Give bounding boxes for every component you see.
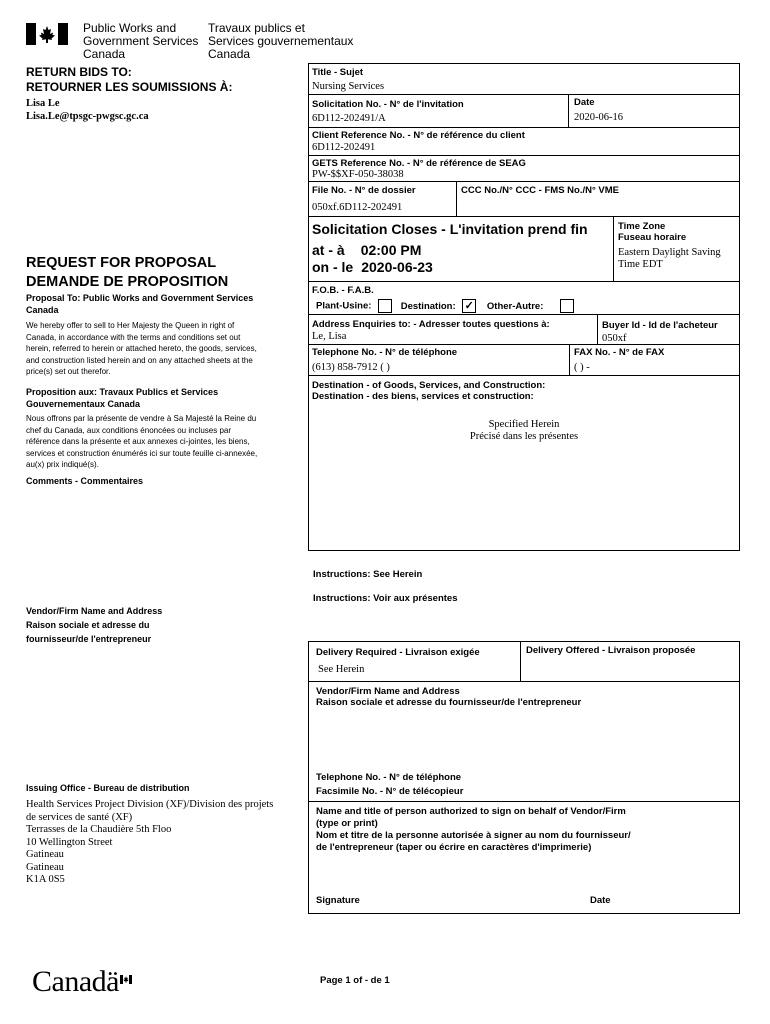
issuing-office-label: Issuing Office - Bureau de distribution: [26, 783, 190, 793]
title-value: Nursing Services: [312, 81, 385, 92]
issuing-office-address: [26, 799, 306, 887]
vendor-left-line: Vendor/Firm Name and Address: [26, 606, 163, 616]
file-value: 050xf.6D112-202491: [312, 202, 403, 213]
signature-date-label: Date: [590, 895, 611, 906]
auth-line: Nom et titre de la personne autorisée à signer au nom du fournisseur/: [316, 830, 631, 841]
divider: [308, 375, 740, 376]
address-line: Health Services Project Division (XF)/Division des projets: [26, 799, 274, 810]
authorized-person-input[interactable]: [312, 858, 736, 892]
divider: [597, 314, 598, 344]
dest-label-line: Destination - of Goods, Services, and Construction:: [312, 380, 546, 391]
tz-label-line: Time Zone: [618, 221, 666, 232]
divider: [308, 801, 740, 802]
phone-value: (613) 858-7912 ( ): [312, 362, 390, 373]
destination-goods-label: [312, 380, 545, 402]
plant-checkbox[interactable]: [378, 299, 392, 313]
buyer-value: 050xf: [602, 333, 627, 344]
solicitation-value: 6D112-202491/A: [312, 113, 386, 124]
divider: [308, 94, 740, 95]
date-label: Date: [574, 97, 595, 108]
client-ref-label: Client Reference No. - N° de référence du client: [312, 130, 525, 141]
on-label: on - le: [312, 259, 354, 275]
org-en-line: Public Works and: [83, 21, 177, 35]
tz-label-line: Fuseau horaire: [618, 232, 687, 243]
divider: [308, 181, 740, 182]
check-icon: ✓: [464, 300, 474, 312]
vendor-tel-label: Telephone No. - N° de téléphone: [316, 772, 462, 783]
dest-value-line: Specified Herein: [488, 419, 560, 430]
instructions-en: Instructions: See Herein: [313, 569, 423, 580]
closes-label: Solicitation Closes - L'invitation prend fin: [312, 221, 588, 237]
canada-wordmark: Canadä: [32, 965, 119, 998]
other-checkbox[interactable]: [560, 299, 574, 313]
fax-label: FAX No. - N° de FAX: [574, 347, 665, 358]
proposal-to-label: Proposal To: Public Works and Government Services Canada: [26, 293, 254, 315]
tz-value: [618, 247, 721, 271]
divider: [569, 344, 570, 375]
divider: [520, 641, 521, 681]
destination-goods-value: [308, 419, 740, 443]
solicitation-label: Solicitation No. - N° de l'invitation: [312, 99, 464, 110]
closes-time: [312, 242, 421, 258]
vendor-left-label: [26, 604, 162, 646]
vendor-left-line: Raison sociale et adresse du: [26, 620, 150, 630]
org-name-fr: [208, 22, 353, 61]
fob-options: [316, 299, 574, 313]
fob-label: F.O.B. - F.A.B.: [312, 285, 374, 296]
vendor-left-line: fournisseur/de l'entrepreneur: [26, 634, 152, 644]
divider: [308, 281, 740, 282]
dest-label-line: Destination - des biens, services et construction:: [312, 391, 534, 402]
auth-line: (type or print): [316, 818, 378, 829]
gets-label: GETS Reference No. - N° de référence de SEAG: [312, 158, 526, 169]
address-line: K1A 0S5: [26, 874, 65, 885]
client-ref-value: 6D112-202491: [312, 142, 376, 153]
org-name-en: [83, 22, 198, 61]
contact-name: Lisa Le: [26, 98, 60, 109]
divider: [308, 314, 740, 315]
delivery-required-value: See Herein: [318, 664, 365, 675]
vendor-firm-line: Vendor/Firm Name and Address: [316, 686, 460, 697]
address-line: 10 Wellington Street: [26, 836, 113, 848]
rfp-title: [26, 254, 228, 292]
tz-label: [618, 221, 686, 243]
address-line: Gatineau: [26, 849, 64, 860]
org-en-line: Government Services: [83, 34, 199, 48]
return-bids-fr: RETOURNER LES SOUMISSIONS À:: [26, 80, 233, 94]
divider: [613, 216, 614, 281]
return-bids-label: [26, 65, 232, 95]
dest-value-line: Précisé dans les présentes: [469, 431, 579, 442]
address-line: Terrasses de la Chaudière 5th Floo: [26, 824, 172, 835]
title-label: Title - Sujet: [312, 67, 364, 78]
delivery-required-label: Delivery Required - Livraison exigée: [316, 647, 480, 658]
signature-label: Signature: [316, 895, 360, 906]
address-enquiries-value: Le, Lisa: [312, 331, 347, 342]
at-label: at - à: [312, 242, 345, 258]
address-enquiries-label: Address Enquiries to: - Adresser toutes questions à:: [312, 319, 550, 330]
on-value: 2020-06-23: [361, 259, 433, 275]
tz-value-line: Time EDT: [618, 259, 663, 270]
file-label: File No. - N° de dossier: [312, 185, 416, 196]
vendor-fax-label: Facsimile No. - N° de télécopieur: [316, 786, 464, 797]
divider: [568, 94, 569, 127]
phone-label: Telephone No. - N° de téléphone: [312, 347, 458, 358]
org-fr-line: Canada: [208, 47, 251, 61]
closes-date: [312, 259, 433, 275]
fax-value: ( ) -: [574, 362, 590, 373]
wordmark-flag-icon: [120, 971, 132, 989]
auth-line: Name and title of person authorized to sign on behalf of Vendor/Firm: [316, 806, 626, 817]
vendor-firm-line: Raison sociale et adresse du fournisseur/de l'entrepreneur: [316, 697, 582, 708]
comments-label: Comments - Commentaires: [26, 476, 144, 486]
vendor-contact-label: [316, 771, 463, 799]
canada-flag-logo: [26, 23, 68, 45]
divider: [456, 181, 457, 216]
offer-text-fr: Nous offrons par la présente de vendre à Sa Majesté la Reine du chef du Canada, aux conditions énoncées ou incluses par référence dans la présente et aux annexes ci-jointes, les biens, services et construction énumérés ici sur toute feuille ci-annexée, au(x) prix indiqué(s).: [26, 414, 258, 470]
gets-value: PW-$$XF-050-38038: [312, 169, 404, 180]
destination-label: Destination:: [400, 300, 456, 312]
at-value: 02:00 PM: [360, 242, 422, 258]
buyer-label: Buyer Id - Id de l'acheteur: [602, 320, 718, 331]
return-bids-contact: [26, 97, 149, 123]
vendor-firm-label: [316, 686, 581, 708]
vendor-firm-input[interactable]: [312, 712, 736, 770]
org-fr-line: Services gouvernementaux: [208, 34, 354, 48]
destination-checkbox[interactable]: [462, 299, 476, 313]
divider: [308, 344, 740, 345]
instructions-fr: Instructions: Voir aux présentes: [313, 593, 458, 604]
offer-text-en: We hereby offer to sell to Her Majesty the Queen in right of Canada, in accordance with the terms and conditions set out herein, referred to herein or attached hereto, the goods, services, and construction listed herein and on any attached sheets at the price(s) set out therefor.: [26, 321, 257, 377]
divider: [308, 155, 740, 156]
delivery-offered-label: Delivery Offered - Livraison proposée: [526, 645, 696, 656]
other-label: Other-Autre:: [486, 300, 544, 312]
divider: [308, 127, 740, 128]
return-bids-en: RETURN BIDS TO:: [26, 65, 132, 79]
authorized-person-label: [316, 806, 631, 854]
date-value: 2020-06-16: [574, 112, 623, 123]
tz-value-line: Eastern Daylight Saving: [618, 247, 721, 258]
page-number: Page 1 of - de 1: [320, 975, 390, 986]
org-fr-line: Travaux publics et: [208, 21, 305, 35]
address-line: Gatineau: [26, 861, 64, 873]
rfp-title-fr: DEMANDE DE PROPOSITION: [26, 274, 229, 290]
rfp-title-en: REQUEST FOR PROPOSAL: [26, 255, 217, 271]
address-line: de services de santé (XF): [26, 811, 133, 823]
auth-line: de l'entrepreneur (taper ou écrire en caractères d'imprimerie): [316, 842, 592, 853]
contact-email: Lisa.Le@tpsgc-pwgsc.gc.ca: [26, 111, 149, 122]
ccc-label: CCC No./N° CCC - FMS No./N° VME: [461, 185, 620, 196]
divider: [308, 216, 740, 217]
org-en-line: Canada: [83, 47, 126, 61]
proposition-label: Proposition aux: Travaux Publics et Services Gouvernementaux Canada: [26, 387, 219, 409]
divider: [308, 681, 740, 682]
plant-label: Plant-Usine:: [316, 300, 372, 312]
